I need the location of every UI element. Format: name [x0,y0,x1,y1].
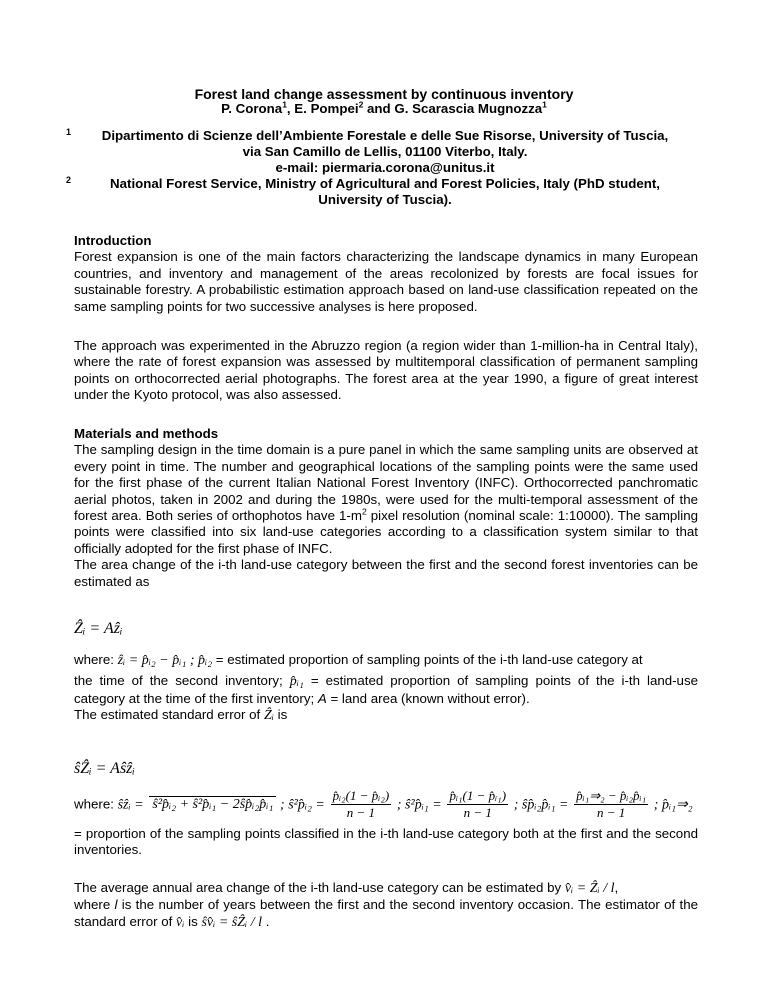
fraction-1-numerator: p̂ᵢ₂(1 − p̂ᵢ₂) [331,788,392,805]
avg-text-2: where [74,897,115,913]
avg-text-3: is the number of years between the first and the second inventory occasion. The estimator of the standard error of [74,897,698,929]
pixel-unit-superscript: 2 [361,506,367,517]
where-label-2: where: [74,796,118,812]
methods-paragraph-2: The area change of the i-th land-use category between the first and the second forest inventories can be estimated as [74,557,698,589]
definition-text-4: = land area (known without error). [326,690,530,706]
covariance: ; ŝp̂ᵢ₂p̂ᵢ₁ = [513,797,569,813]
affiliation-2 [66,175,700,208]
affiliation-2-line-2: University of Tuscia). [318,192,452,207]
fraction-2 [447,788,508,822]
affiliation-2-line-1: National Forest Service, Ministry of Agricultural and Forest Policies, Italy (PhD student, [110,176,660,191]
affiliation-1-line-1: Dipartimento di Scienze dell’Ambiente Forestale e delle Sue Risorse, University of Tuscia, [101,128,669,143]
author-1: P. Corona [221,101,283,116]
v-hat-formula: v̂ᵢ = Ẑᵢ / l [564,881,615,896]
author-line [0,101,768,116]
variance-pi1: ; ŝ²p̂ᵢ₁ = [396,797,442,813]
affiliation-1 [66,127,700,176]
se-intro-text: The estimated standard error of [74,707,264,723]
fraction-3-denominator: n − 1 [596,805,626,821]
introduction-paragraph-1: Forest expansion is one of the main factors characterizing the landscape dynamics in many European countries, and inventory and management of the areas recolonized by forests are focal issues for sustainable forestry. A probabilistic estimation approach based on land-use classification repeated on the same sampling points for two successive analyses is here proposed. [74,249,698,314]
author-3-affil: 1 [542,99,547,110]
avg-period: . [262,913,270,929]
definition-line-2 [74,673,698,707]
where-label: where: [74,652,118,667]
transition-definition: = proportion of the sampling points classified in the i-th land-use category both at the first and the second inventories. [74,826,698,858]
introduction-paragraph-2: The approach was experimented in the Abruzzo region (a region wider than 1-million-ha in Central Italy), where the rate of forest expansion was assessed by multitemporal classification of permanent sampling points on orthocorrected aerial photographs. The forest area at the year 1990, a figure of great interest under the Kyoto protocol, was also assessed. [74,338,698,403]
formula-2-definitions [74,788,698,822]
se-v-hat-formula: ŝv̂ᵢ = ŝẐᵢ / l [201,914,262,930]
author-3: and G. Scarascia Mugnozza [363,101,543,116]
p-hat-transition: ; p̂ᵢ₁⇒₂ [653,797,693,813]
p-hat-i1: p̂ᵢ₁ [289,674,304,690]
affiliation-1-number: 1 [66,127,72,137]
definition-text-2: the time of the second inventory; [74,673,290,689]
land-area-symbol: A [317,690,327,706]
standard-error-intro [74,707,698,724]
methods-section [74,426,698,590]
se-intro-text-end: is [273,707,288,723]
fraction-2-numerator: p̂ᵢ₁(1 − p̂ᵢ₁) [447,788,508,805]
definition-line-1 [74,652,698,669]
methods-heading: Materials and methods [74,426,219,441]
introduction-section [74,233,698,315]
z-hat-capital: Ẑᵢ [263,708,274,724]
fraction-3-numerator: p̂ᵢ₁⇒₂ − p̂ᵢ₂p̂ᵢ₁ [574,788,648,805]
avg-text-1: The average annual area change of the i-th land-use category can be estimated by [74,880,565,895]
formula-1-definitions [74,652,698,725]
se-z-hat: ŝẑᵢ = [117,797,144,813]
introduction-heading: Introduction [74,233,152,248]
z-hat-definition: ẑᵢ = p̂ᵢ₂ − p̂ᵢ₁ ; p̂ᵢ₂ [117,653,213,668]
formula-standard-error: ŝẐᵢ = Aŝẑᵢ [74,760,135,777]
paper-title: Forest land change assessment by continuous inventory [194,86,574,102]
methods-paragraph-1 [74,442,698,557]
methods-paragraph-1-text: The sampling design in the time domain is a pure panel in which the same sampling units are observed at every point in time. The number and geographical locations of the sampling points were the same used for the first phase of the current Italian National Forest Inventory (INFC). Orthocorrected panchromatic aerial photos, taken in 2002 and during the 1980s, were used for the multi-temporal assessment of the forest area. Both series of orthophotos have 1-m [74,442,698,524]
author-2-affil: 2 [358,99,364,110]
affiliation-2-number: 2 [66,175,72,185]
affiliation-1-line-3: e-mail: piermaria.corona@unitus.it [275,160,495,175]
avg-text-4: is [184,913,202,929]
author-2: , E. Pompei [286,101,359,116]
v-hat-symbol: v̂ᵢ [176,914,185,930]
definition-text: = estimated proportion of sampling points of the i-th land-use category at [212,652,643,667]
fraction-1-denominator: n − 1 [346,805,376,821]
methods-paragraph-1-text-cont: pixel resolution (nominal scale: 1:10000). The sampling points were classified into six land-use categories according to a classification system similar to that officially adopted for the first phase of INFC. [74,508,698,556]
affiliation-1-line-2: via San Camillo de Lellis, 01100 Viterbo, Italy. [242,144,528,159]
definition-text-3: = estimated proportion of sampling points of the i-th land-use category at the time of the first inventory; [74,673,698,706]
fraction-2-denominator: n − 1 [463,805,492,821]
formula-area-change: Ẑᵢ = Aẑᵢ [74,620,123,637]
author-1-affil: 1 [282,99,287,110]
sqrt-expression: ŝ²p̂ᵢ₂ + ŝ²p̂ᵢ₁ − 2ŝp̂ᵢ₂p̂ᵢ₁ [149,796,276,813]
average-annual-change [74,880,698,931]
avg-comma: , [614,880,619,895]
variance-pi2: ; ŝ²p̂ᵢ₂ = [280,797,325,813]
fraction-3 [574,788,648,822]
years-symbol: l [114,897,118,913]
fraction-1 [331,788,392,822]
